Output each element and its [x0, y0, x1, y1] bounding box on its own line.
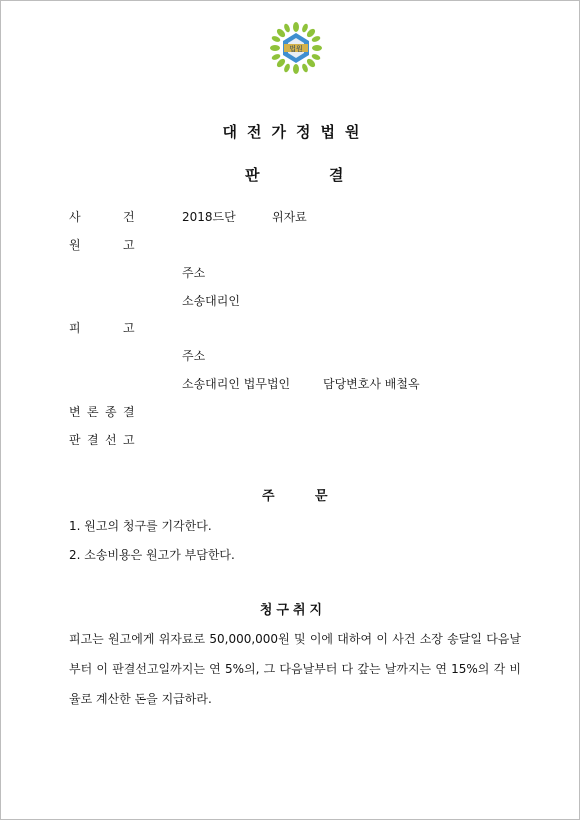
claim-line-2: 부터 이 판결선고일까지는 연 5%의, 그 다음날부터 다 갚는 날까지는 연 15%의 각 비 — [69, 662, 521, 676]
defendant-address-label: 주소 — [182, 349, 206, 363]
defendant-counsel: 소송대리인 법무법인 — [182, 377, 291, 391]
doc-type-left: 판 — [245, 166, 260, 184]
plaintiff-address-label: 주소 — [182, 266, 206, 280]
doc-type-right: 결 — [329, 166, 344, 184]
emblem-text: 법원 — [289, 45, 303, 53]
judgment-page: 법원 대전가정법원 판 결 사 건 2018드단 위자료 원 고 주소 소송대리인 피 고 주소 소송대리인 법무법인 담당변호사 배철옥 변 론 종 결 판 결 선 고 주 문 1. 원고의 청구를 기각한다. 2. 소송비용은 원고가 부담한다. 청구취지 피고는 원고에게 위자료로 50,000,000원 및 이에 대하여 이 사건 소장 송달일 다음날 부터 이 판결선고일까지는 연 5%의, 그 다음날부터 다 갚는 날까지는 연 15%의 각 비 율로 계산한 돈을 지급하라. — [0, 0, 580, 820]
order-item-1: 1. 원고의 청구를 기각한다. — [69, 519, 212, 533]
claim-line-3: 율로 계산한 돈을 지급하라. — [69, 692, 212, 706]
order-title-right: 문 — [315, 489, 328, 504]
case-number: 2018드단 — [182, 210, 236, 224]
court-name: 대전가정법원 — [222, 123, 370, 141]
defendant-attorney: 담당변호사 배철옥 — [323, 377, 420, 391]
claim-line-1: 피고는 원고에게 위자료로 50,000,000원 및 이에 대하여 이 사건 소장 송달일 다음날 — [69, 632, 521, 646]
court-emblem-icon — [269, 21, 323, 75]
plaintiff-counsel-label: 소송대리인 — [182, 294, 240, 308]
case-name: 위자료 — [272, 210, 307, 224]
order-item-2: 2. 소송비용은 원고가 부담한다. — [69, 548, 235, 562]
order-title-left: 주 — [262, 489, 275, 504]
claim-title: 청구취지 — [259, 603, 327, 618]
